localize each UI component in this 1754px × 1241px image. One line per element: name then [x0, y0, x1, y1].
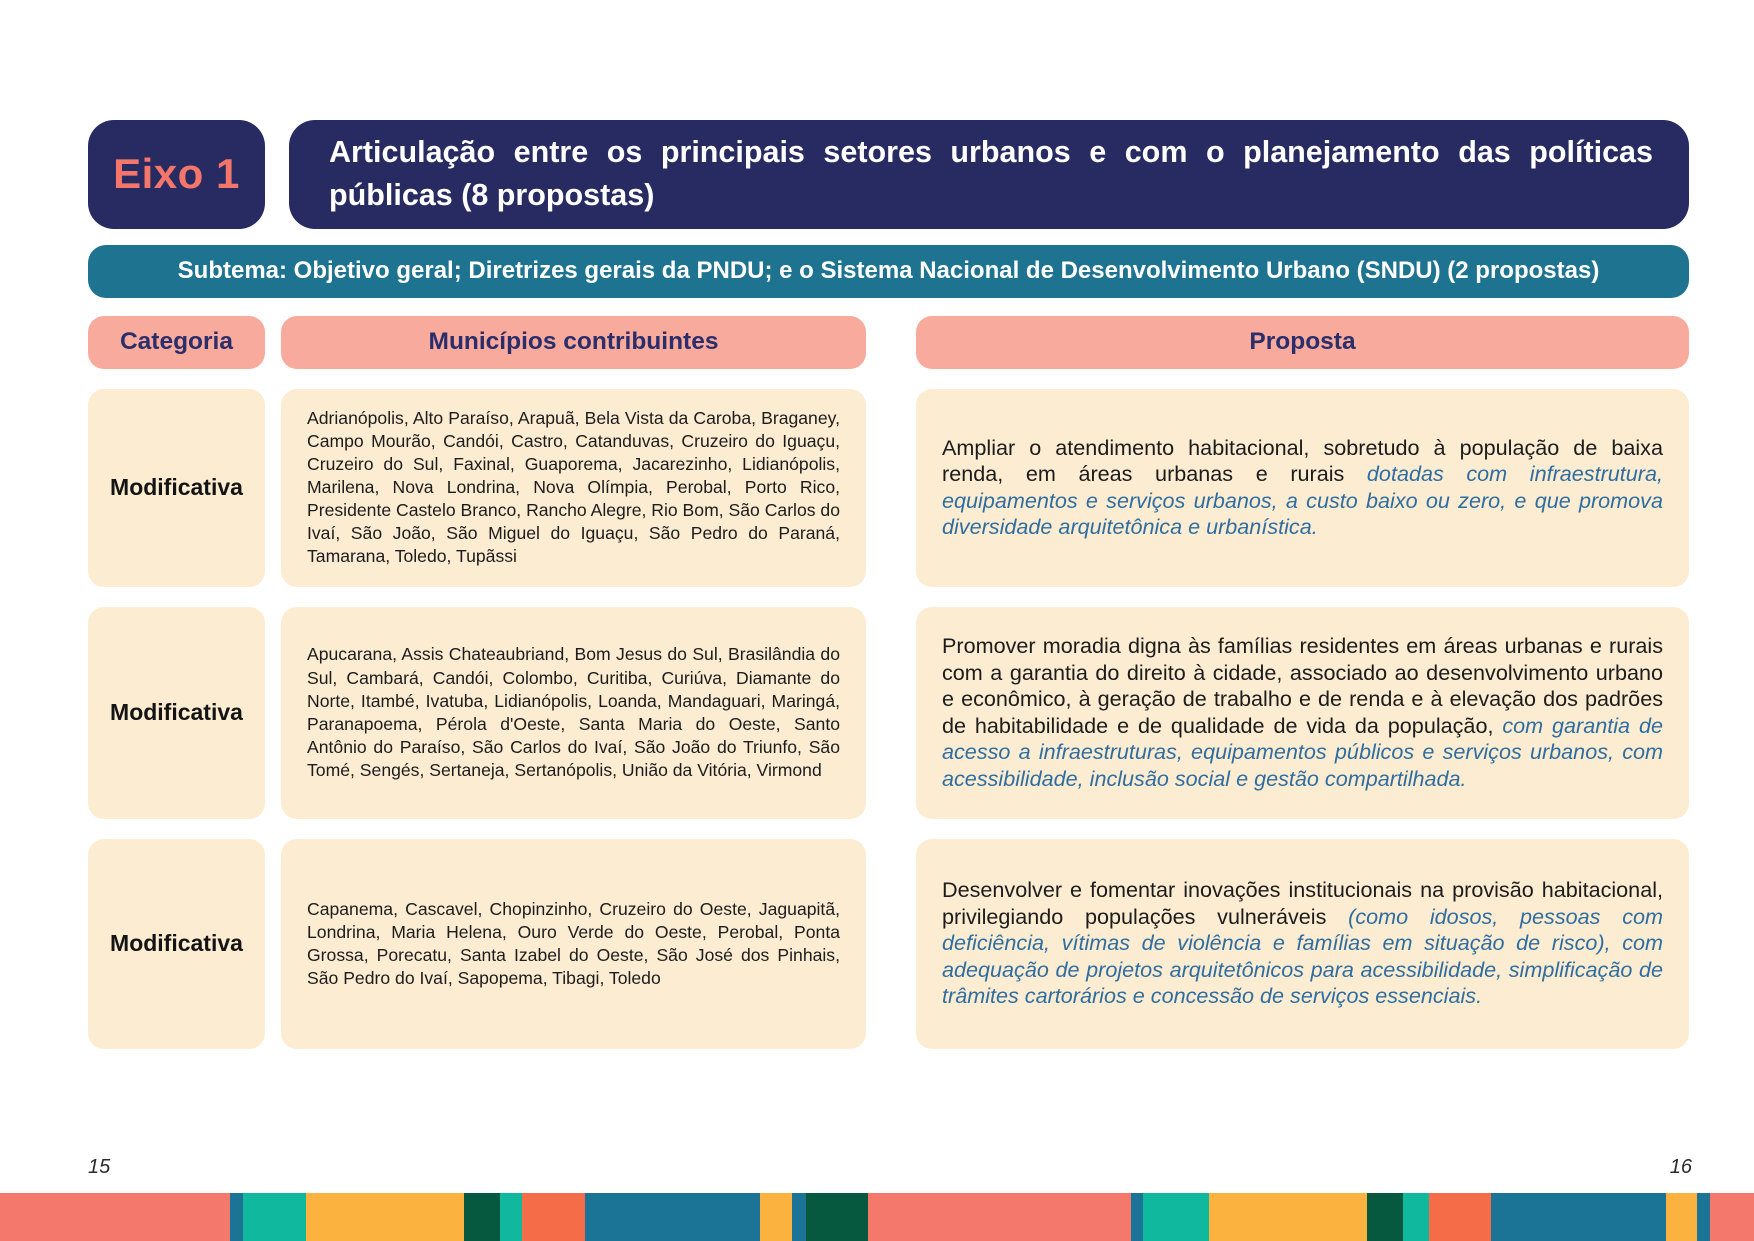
municipios-text: Apucarana, Assis Chateaubriand, Bom Jesus do Sul, Brasilândia do Sul, Cambará, Candói, Colombo, Curitiba, Curiúva, Diamante do Norte, Itambé, Ivatuba, Lidianópolis, Loanda, Mandaguari, Maringá, Paranapoema, Pérola d'Oeste, Santa Maria do Oeste, Santo Antônio do Paraíso, São Carlos do Ivaí, São João do Triunfo, São Tomé, Sengés, Sertaneja, Sertanópolis, União da Vitória, Virmond	[307, 644, 840, 780]
proposta-plain-text: Desenvolver e fomentar inovações institucionais na provisão habitacional, privilegiando populações vulneráveis	[942, 877, 1663, 929]
column-header-municipios: Municípios contribuintes	[281, 316, 866, 369]
footer-color-segment	[792, 1193, 806, 1241]
proposta-cell	[916, 607, 1689, 819]
page-content	[88, 120, 1689, 1049]
categoria-cell: Modificativa	[88, 607, 265, 819]
footer-color-bar	[0, 1193, 1754, 1241]
footer-color-segment	[1131, 1193, 1143, 1241]
footer-color-segment	[0, 1193, 230, 1241]
footer-color-segment	[306, 1193, 464, 1241]
municipios-text: Adrianópolis, Alto Paraíso, Arapuã, Bela Vista da Caroba, Braganey, Campo Mourão, Candói, Castro, Catanduvas, Cruzeiro do Iguaçu, Cruzeiro do Sul, Faxinal, Guaporema, Jacarezinho, Lidianópolis, Marilena, Nova Londrina, Nova Olímpia, Perobal, Porto Rico, Presidente Castelo Branco, Rancho Alegre, Rio Bom, São Carlos do Ivaí, São João, São Miguel do Iguaçu, São Pedro do Paraná, Tamarana, Toledo, Tupãssi	[307, 407, 840, 567]
eixo-badge	[88, 120, 265, 229]
proposta-italic-text: com garantia de acesso a infraestruturas, equipamentos públicos e serviços urbanos, com acessibilidade, inclusão social e gestão compartilhada.	[942, 712, 1663, 791]
page-number-left: 15	[88, 1156, 111, 1178]
municipios-cell	[281, 839, 866, 1049]
table-row	[88, 389, 1689, 587]
column-header-categoria: Categoria	[88, 316, 265, 369]
footer-color-segment	[868, 1193, 1131, 1241]
column-header-proposta: Proposta	[916, 316, 1689, 369]
table-row	[88, 607, 1689, 819]
municipios-text: Capanema, Cascavel, Chopinzinho, Cruzeiro do Oeste, Jaguapitã, Londrina, Maria Helena, Ouro Verde do Oeste, Perobal, Ponta Grossa, Porecatu, Santa Izabel do Oeste, São José dos Pinhais, São Pedro do Ivaí, Sapopema, Tibagi, Toledo	[307, 898, 840, 988]
footer-color-segment	[1710, 1193, 1754, 1241]
footer-color-segment	[1666, 1193, 1697, 1241]
proposta-cell	[916, 389, 1689, 587]
footer-color-segment	[1367, 1193, 1403, 1241]
categoria-cell: Modificativa	[88, 389, 265, 587]
subtema-text: Subtema: Objetivo geral; Diretrizes gerais da PNDU; e o Sistema Nacional de Desenvolvimento Urbano (SNDU) (2 propostas)	[177, 257, 1600, 285]
table-header-row	[88, 316, 1689, 369]
proposta-text	[942, 877, 1663, 1010]
page-title: Articulação entre os principais setores urbanos e com o planejamento das políticas públicas (8 propostas)	[329, 135, 1653, 213]
footer-color-segment	[1403, 1193, 1429, 1241]
footer-color-segment	[1491, 1193, 1666, 1241]
municipios-cell	[281, 389, 866, 587]
footer-color-segment	[1209, 1193, 1367, 1241]
footer-color-segment	[806, 1193, 868, 1241]
proposta-text	[942, 435, 1663, 541]
footer-color-segment	[230, 1193, 243, 1241]
footer-color-segment	[760, 1193, 792, 1241]
subtema-bar	[88, 245, 1689, 298]
municipios-cell	[281, 607, 866, 819]
proposta-text	[942, 633, 1663, 792]
eixo-label: Eixo 1	[113, 150, 240, 198]
proposta-plain-text: Promover moradia digna às famílias residentes em áreas urbanas e rurais com a garantia do direito à cidade, associado ao desenvolvimento urbano e econômico, à geração de trabalho e de renda e à elevação dos padrões de habitabilidade e de qualidade de vida da população,	[942, 632, 1663, 738]
proposta-plain-text: Ampliar o atendimento habitacional, sobretudo à população de baixa renda, em áreas urbanas e rurais	[942, 434, 1663, 487]
footer-color-segment	[522, 1193, 585, 1241]
footer-color-segment	[1697, 1193, 1710, 1241]
proposta-italic-text: (como idosos, pessoas com deficiência, vítimas de violência e famílias em situação de risco), com adequação de projetos arquitetônicos para acessibilidade, simplificação de trâmites cartorários e concessão de serviços essenciais.	[942, 903, 1663, 1009]
categoria-cell: Modificativa	[88, 839, 265, 1049]
footer-color-segment	[243, 1193, 306, 1241]
proposta-italic-text: dotadas com infraestrutura, equipamentos e serviços urbanos, a custo baixo ou zero, e que promova diversidade arquitetônica e urbanística.	[942, 461, 1663, 540]
footer-color-segment	[585, 1193, 760, 1241]
footer-color-segment	[1143, 1193, 1209, 1241]
proposta-cell	[916, 839, 1689, 1049]
header	[88, 120, 1689, 229]
footer-color-segment	[500, 1193, 522, 1241]
table-row	[88, 839, 1689, 1049]
footer-color-segment	[464, 1193, 500, 1241]
page-number-right: 16	[1669, 1156, 1692, 1178]
footer-color-segment	[1429, 1193, 1491, 1241]
title-card	[289, 120, 1689, 229]
